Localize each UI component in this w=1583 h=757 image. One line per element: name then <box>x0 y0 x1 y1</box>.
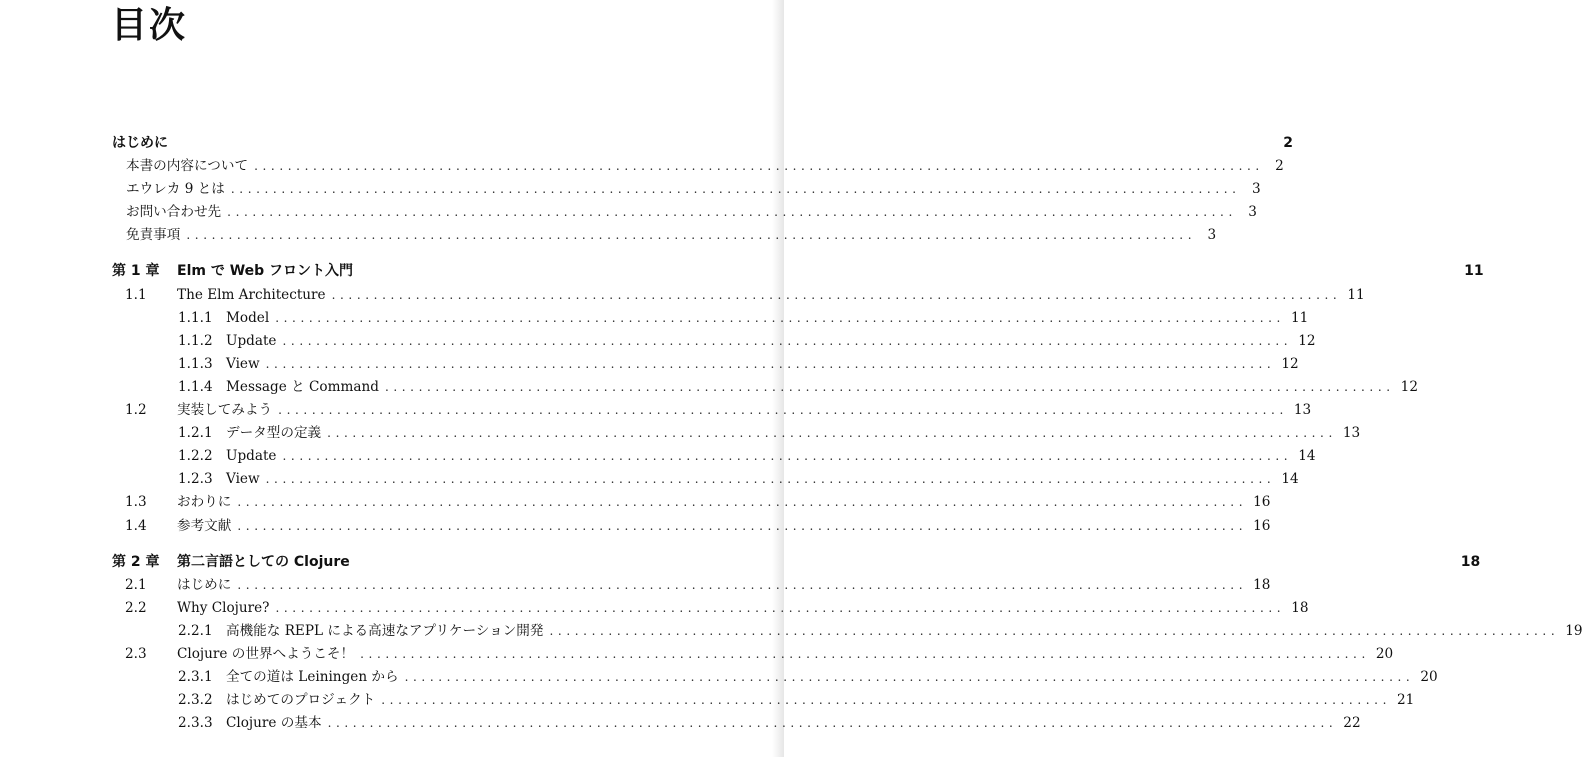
toc-entry-chapter[interactable] <box>112 260 1484 283</box>
toc-entry-title: 免責事項 <box>126 227 181 244</box>
toc-entry-number: 2.2.1 <box>178 622 213 639</box>
toc-entry-number: 2.1 <box>125 576 147 593</box>
dot-leader: ........................................................................................................................ <box>549 623 1560 638</box>
dot-leader: ........................................................................................................................ <box>254 159 1264 174</box>
toc-entry-title: 高機能な REPL による高速なアプリケーション開発 <box>226 622 544 639</box>
toc-entry-number: 1.2.1 <box>178 425 213 442</box>
toc-entry-title: 第二言語としての Clojure <box>177 553 350 570</box>
dot-leader: ........................................................................................................................ <box>327 716 1338 731</box>
toc-entry-title: Update <box>226 332 277 349</box>
toc-entry-number: 第 2 章 <box>112 553 160 570</box>
toc-entry-sub[interactable] <box>112 620 1583 643</box>
toc-entry-page-number: 12 <box>1400 378 1418 395</box>
toc-entry-title: はじめに <box>112 135 168 151</box>
toc-entry-page-number: 16 <box>1253 517 1271 534</box>
toc-entry-title: 実装してみよう <box>177 402 273 419</box>
toc-entry-title: 全ての道は Leiningen から <box>226 669 399 686</box>
toc-entry-number: 1.2.3 <box>178 471 213 488</box>
toc-entry-page-number: 22 <box>1343 715 1361 732</box>
toc-entry-page-number: 20 <box>1420 669 1438 686</box>
toc-entry-page-number: 16 <box>1253 494 1271 511</box>
toc-entry-title: The Elm Architecture <box>177 286 326 303</box>
toc-entry-sub[interactable] <box>112 468 1299 491</box>
dot-leader: ........................................................................................................................ <box>230 182 1241 197</box>
toc-entry-number: 2.3.2 <box>178 692 213 709</box>
toc-entry-item[interactable] <box>112 224 1217 247</box>
toc-entry-page-number: 3 <box>1251 181 1261 198</box>
dot-leader: ........................................................................................................................ <box>404 670 1415 685</box>
toc-entry-title: Clojure の世界へようこそ！ <box>177 645 355 662</box>
toc-entry-section[interactable] <box>112 643 1394 666</box>
toc-entry-sub[interactable] <box>112 712 1361 735</box>
toc-entry-sub[interactable] <box>112 422 1361 445</box>
dot-leader: ........................................................................................................................ <box>237 577 1248 592</box>
toc-entry-page-number: 18 <box>1291 599 1309 616</box>
dot-leader: ........................................................................................................................ <box>381 693 1391 708</box>
toc-entry-number: 2.3 <box>125 645 147 662</box>
dot-leader: ........................................................................................................................ <box>186 228 1197 243</box>
toc-entry-page-number: 20 <box>1375 645 1394 662</box>
toc-entry-number: 1.1 <box>125 286 147 303</box>
toc-entry-number: 1.1.1 <box>178 309 213 326</box>
dot-leader: ........................................................................................................................ <box>275 310 1285 325</box>
toc-entry-title: おわりに <box>177 494 232 511</box>
toc-entry-section[interactable] <box>112 515 1271 538</box>
toc-entry-number: 第 1 章 <box>112 263 160 280</box>
dot-leader: ........................................................................................................................ <box>360 646 1370 661</box>
toc-entry-title: Message と Command <box>226 378 379 395</box>
dot-leader: ........................................................................................................................ <box>237 495 1248 510</box>
toc-entry-part[interactable] <box>112 132 1294 155</box>
toc-entry-page-number: 2 <box>1275 158 1284 175</box>
toc-entry-number: 1.1.3 <box>178 355 213 372</box>
toc-entry-page-number: 14 <box>1298 448 1316 465</box>
toc-entry-sub[interactable] <box>112 689 1415 712</box>
toc-entry-page-number: 11 <box>1347 286 1365 303</box>
table-of-contents <box>112 132 1583 735</box>
toc-entry-number: 2.2 <box>125 599 147 616</box>
toc-entry-title: はじめてのプロジェクト <box>226 692 376 709</box>
toc-entry-page-number: 21 <box>1397 692 1415 709</box>
toc-entry-section[interactable] <box>112 491 1271 514</box>
dot-leader: ........................................................................................................................ <box>331 287 1342 302</box>
dot-leader: ........................................................................................................................ <box>327 426 1337 441</box>
dot-leader: ........................................................................................................................ <box>278 403 1288 418</box>
toc-entry-page-number: 18 <box>1253 576 1271 593</box>
toc-entry-title: 参考文献 <box>177 517 232 534</box>
toc-entry-sub[interactable] <box>112 353 1299 376</box>
toc-entry-sub[interactable] <box>112 307 1309 330</box>
toc-entry-page-number: 3 <box>1207 227 1217 244</box>
toc-entry-title: 本書の内容について <box>126 158 249 175</box>
toc-entry-number: 2.3.1 <box>178 669 213 686</box>
dot-leader: ........................................................................................................................ <box>265 472 1276 487</box>
toc-entry-number: 1.2.2 <box>178 448 213 465</box>
dot-leader: ........................................................................................................................ <box>275 600 1286 615</box>
toc-entry-page-number: 13 <box>1342 425 1361 442</box>
toc-entry-item[interactable] <box>112 178 1261 201</box>
dot-leader: ........................................................................................................................ <box>282 449 1293 464</box>
toc-entry-page-number: 14 <box>1281 471 1299 488</box>
toc-entry-title: お問い合わせ先 <box>126 204 222 221</box>
toc-entry-item[interactable] <box>112 201 1257 224</box>
toc-entry-title: Model <box>226 309 270 326</box>
toc-entry-title: View <box>226 471 260 488</box>
toc-entry-title: View <box>226 355 260 372</box>
toc-entry-title: データ型の定義 <box>226 425 322 442</box>
toc-entry-section[interactable] <box>112 574 1271 597</box>
toc-entry-number: 1.3 <box>125 494 147 511</box>
dot-leader: ........................................................................................................................ <box>265 356 1276 371</box>
dot-leader: ........................................................................................................................ <box>227 205 1237 220</box>
toc-entry-item[interactable] <box>112 155 1284 178</box>
toc-entry-page-number: 11 <box>1290 309 1309 326</box>
toc-entry-title: はじめに <box>177 576 232 593</box>
toc-entry-page-number: 18 <box>1460 553 1481 570</box>
dot-leader: ........................................................................................................................ <box>384 379 1395 394</box>
toc-entry-page-number: 3 <box>1248 204 1257 221</box>
toc-entry-number: 1.1.4 <box>178 378 213 395</box>
dot-leader: ........................................................................................................................ <box>237 518 1248 533</box>
toc-entry-page-number: 12 <box>1298 332 1316 349</box>
toc-entry-sub[interactable] <box>112 445 1316 468</box>
toc-entry-title: Why Clojure? <box>177 599 270 616</box>
toc-entry-title: Elm で Web フロント入門 <box>177 263 354 280</box>
toc-entry-sub[interactable] <box>112 330 1316 353</box>
toc-entry-page-number: 2 <box>1283 135 1294 151</box>
toc-entry-sub[interactable] <box>112 376 1418 399</box>
toc-entry-number: 1.1.2 <box>178 332 213 349</box>
toc-entry-page-number: 13 <box>1293 402 1312 419</box>
toc-entry-title: Update <box>226 448 277 465</box>
toc-entry-number: 2.3.3 <box>178 715 213 732</box>
toc-entry-title: エウレカ 9 とは <box>126 181 225 198</box>
toc-entry-sub[interactable] <box>112 666 1438 689</box>
toc-entry-section[interactable] <box>112 399 1312 422</box>
dot-leader: ........................................................................................................................ <box>282 333 1293 348</box>
toc-entry-number: 1.2 <box>125 402 147 419</box>
toc-entry-title: Clojure の基本 <box>226 715 322 732</box>
toc-entry-section[interactable] <box>112 284 1365 307</box>
toc-entry-chapter[interactable] <box>112 551 1481 574</box>
toc-entry-section[interactable] <box>112 597 1309 620</box>
toc-entry-page-number: 19 <box>1565 622 1583 639</box>
page-title: 目次 <box>111 5 188 46</box>
toc-entry-page-number: 12 <box>1281 355 1299 372</box>
toc-entry-number: 1.4 <box>125 517 147 534</box>
toc-entry-page-number: 11 <box>1464 263 1484 280</box>
